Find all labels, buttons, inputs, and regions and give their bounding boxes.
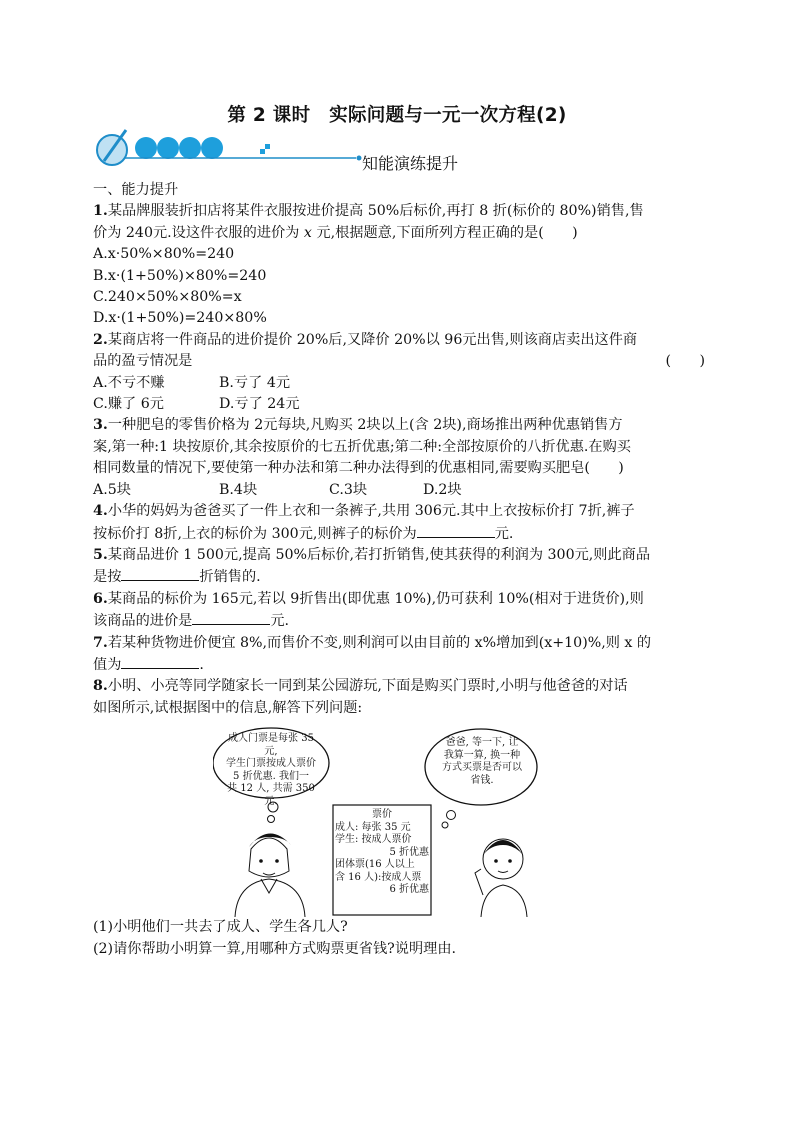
question-5: 5.某商品进价 1 500元,提高 50%后标价,若打折销售,使其获得的利润为 300元,则此商品 [93, 546, 651, 563]
dialogue-figure [213, 727, 733, 917]
question-7: 7.若某种货物进价便宜 8%,而售价不变,则利润可以由目前的 x%增加到(x+10)%,则 x 的 [93, 634, 652, 651]
part-heading: 一、能力提升 [93, 182, 179, 198]
answer-blank[interactable] [121, 654, 199, 669]
question-1: 1.某品牌服装折扣店将某件衣服按进价提高 50%后标价,再打 8 折(标价的 80%)销售,售 [93, 203, 644, 220]
son-figure [475, 839, 527, 917]
sub-question-1: (1)小明他们一共去了成人、学生各几人? [93, 919, 348, 936]
option: C.240×50%×80%=x [93, 289, 242, 306]
exercise-content: 一、能力提升 1.某品牌服装折扣店将某件衣服按进价提高 50%后标价,再打 8 折(标价的 80%)销售,售 价为 240元.设这件衣服的进价为 x 元,根据题意,下面所列方程正确的是( ) A.x·50%×80%=240 B.x·(1+50%)×80%=240 C.240×50%×80%=x D.x·(1+50%)=240×80% 2.某商店将一件商品的进价提价 20%后,又降价 20%以 96元出售,则该商店卖出这件商 品的盈亏情况是 ( ) A.不亏不赚 B.亏了 4元 C.赚了 6元 D.亏了 24元 3.一种肥皂的零售价格为 2元每块,凡购买 2块以上(含 2块),商场推出两种优惠销售方 案,第一种:1 块按原价,其余按原价的七五折优惠;第二种:全部按原价的八折优惠.在购买 相同数量的情况下,要使第一种办法和第二种办法得到的优惠相同,需要购买肥皂( ) A.5块 B.4块 C.3块 D.2块 4.小华的妈妈为爸爸买了一件上衣和一条裤子,共用 306元.其中上衣按标价打 7折,裤子 按标价打 8折,上衣的标价为 300元,则裤子的标价为 元. 5.某商品进价 1 500元,提高 50%后标价,若打折销售,使其获得的利润为 300元,则此商品 是按 折销售的. 6.某商品的标价为 165元,若以 9折售出(即优惠 10%),仍可获利 10%(相对于进货价),则 该商品的进价是 元. 7.若某种货物进价便宜 8%,而售价不变,则利润可以由目前的 x%增加到(x+10)%,则 x 的 值为 . 8.小明、小亮等同学随家长一同到某公园游玩,下面是购买门票时,小明与他爸爸的对话 如图所示,试根据图中的信息,解答下列问题: 成人门票是每张 35 元, 学生门票按成人票价 5 折优惠. 我们一 共 12 人, 共需 350 元. 爸爸, 等一下, 让 我算一算, 换一种 方式买票是否可以 省钱. 票价 成人: 每张 35 元 学生: 按成人票价 5 折优惠 团体票(16 人以上 含 16 人):按成人票 6 折优惠 (1)小明他们一共去了成人、学生各几人? (2)请你帮助小明算一算,用哪种方式购票更省钱?说明理由. [93, 180, 705, 960]
section-label: 知能演练提升 [362, 154, 459, 173]
answer-blank[interactable] [192, 610, 270, 625]
question-2: 2.某商店将一件商品的进价提价 20%后,又降价 20%以 96元出售,则该商店卖出这件商 [93, 331, 638, 348]
answer-blank[interactable] [121, 566, 199, 581]
option: B.x·(1+50%)×80%=240 [93, 267, 267, 284]
option: D.2块 [423, 481, 462, 498]
question-4: 4.小华的妈妈为爸爸买了一件上衣和一条裤子,共用 306元.其中上衣按标价打 7折,裤子 [93, 503, 635, 520]
sub-question-2: (2)请你帮助小明算一算,用哪种方式购票更省钱?说明理由. [93, 940, 457, 957]
option: A.5块 [93, 481, 131, 498]
option: D.x·(1+50%)=240×80% [93, 310, 267, 327]
option: A.不亏不赚 [93, 374, 165, 391]
question-8: 8.小明、小亮等同学随家长一同到某公园游玩,下面是购买门票时,小明与他爸爸的对话 [93, 678, 628, 695]
page-title: 第 2 课时 实际问题与一元一次方程(2) [227, 105, 567, 126]
option: C.3块 [329, 481, 368, 498]
option: A.x·50%×80%=240 [93, 246, 235, 263]
father-speech: 成人门票是每张 35 元, 学生门票按成人票价 5 折优惠. 我们一 共 12 人, 共需 350 元. [226, 733, 316, 807]
son-speech: 爸爸, 等一下, 让 我算一算, 换一种 方式买票是否可以 省钱. [442, 737, 522, 786]
question-6: 6.某商品的标价为 165元,若以 9折售出(即优惠 10%),仍可获利 10%(相对于进货价),则 [93, 590, 644, 607]
option: C.赚了 6元 [93, 396, 164, 413]
father-figure [235, 834, 305, 918]
option: D.亏了 24元 [219, 396, 300, 413]
question-3: 3.一种肥皂的零售价格为 2元每块,凡购买 2块以上(含 2块),商场推出两种优惠销售方 [93, 417, 623, 434]
option: B.亏了 4元 [219, 374, 291, 391]
answer-blank[interactable] [417, 523, 495, 538]
option: B.4块 [219, 481, 258, 498]
ticket-price-sign: 票价 成人: 每张 35 元 学生: 按成人票价 5 折优惠 团体票(16 人以上 含 16 人):按成人票 6 折优惠 [335, 809, 429, 896]
